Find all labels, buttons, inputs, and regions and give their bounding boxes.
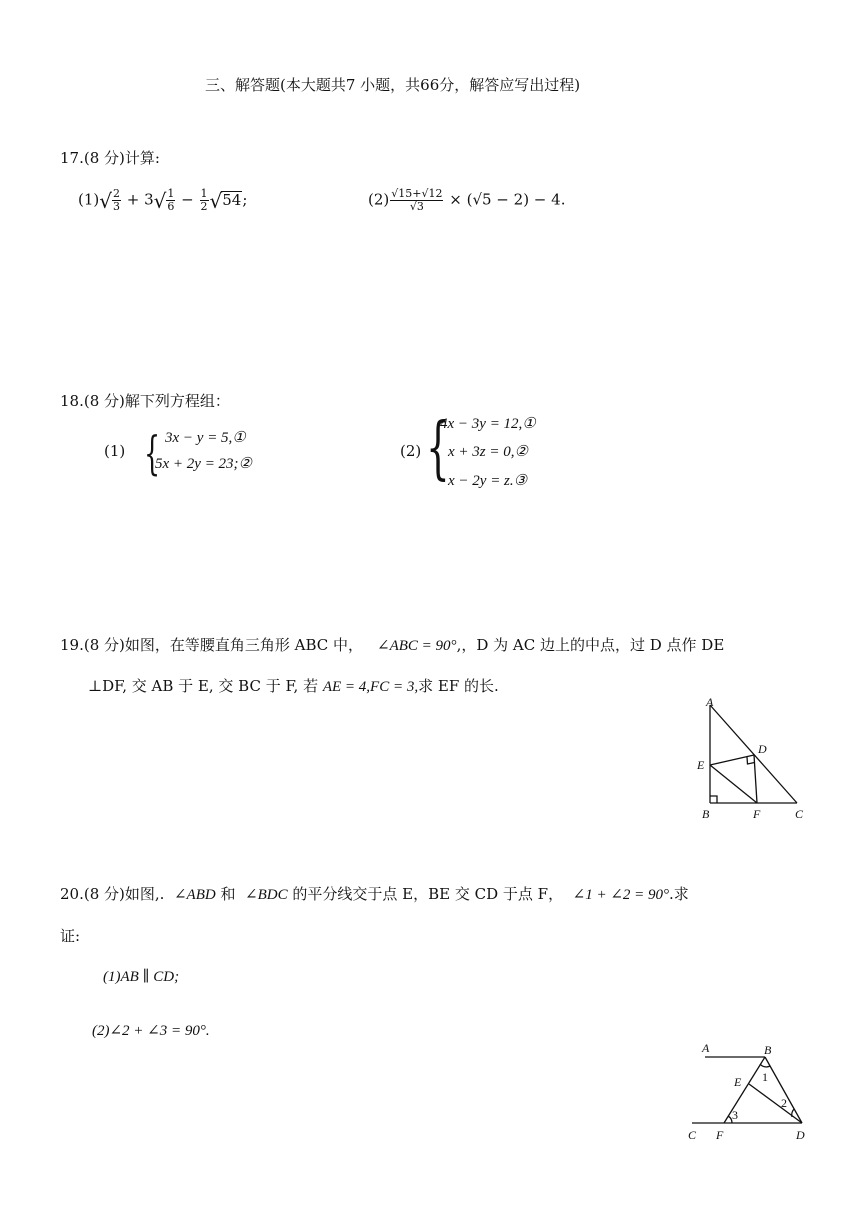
q20-part1: (1)AB ∥ CD; <box>103 969 180 985</box>
fig19-label-d: D <box>758 742 767 756</box>
q20-line1: 20.(8 分)如图,. ∠ABD 和 ∠BDC 的平分线交于点 E，BE 交 CD 于点 F， ∠1 + ∠2 = 90°.求 <box>60 885 689 903</box>
fig20-label-3: 3 <box>732 1108 738 1122</box>
q17-part2: (2) $\frac{√15+√12}{√3}$ × (√5 − 2) − 4. <box>368 187 566 213</box>
q18-p2-eq3: x − 2y = z.③ <box>448 473 528 489</box>
q18-header: 18.(8 分)解下列方程组： <box>60 392 230 410</box>
q19-line1: 19.(8 分)如图，在等腰直角三角形 ABC 中， ∠ABC = 90°,，D 为 AC 边上的中点，过 D 点作 DE <box>60 636 725 654</box>
fig19-label-a: A <box>706 695 714 709</box>
fig20-label-1: 1 <box>762 1070 768 1084</box>
q19-figure <box>690 695 815 825</box>
fig20-label-f: F <box>716 1128 724 1142</box>
q17-part1: (1)√ $\frac{2}{3}$ + 3√ $\frac{1}{6}$ − $\frac{1}{2}$ √54; <box>78 187 248 213</box>
q18-p1-brace: { <box>144 426 161 480</box>
fig19-label-f: F <box>753 807 761 821</box>
fig19-label-e: E <box>697 758 705 772</box>
fig19-label-b: B <box>702 807 710 821</box>
q20-figure <box>680 1035 815 1145</box>
q20-part2: (2)∠2 + ∠3 = 90°. <box>92 1023 210 1039</box>
fig20-label-a: A <box>702 1041 710 1055</box>
q18-p2-eq2: x + 3z = 0,② <box>448 444 528 460</box>
fig20-label-e: E <box>734 1075 742 1089</box>
fig19-label-c: C <box>795 807 804 821</box>
fig20-label-b: B <box>764 1043 772 1057</box>
fig20-label-c: C <box>688 1128 697 1142</box>
q18-p1-label: (1) <box>104 442 126 460</box>
q18-p1-eq2: 5x + 2y = 23;② <box>155 456 253 472</box>
fig20-label-2: 2 <box>781 1096 787 1110</box>
q17-header: 17.(8 分)计算: <box>60 149 160 167</box>
q20-line2: 证: <box>60 927 81 945</box>
q18-p2-eq1: 4x − 3y = 12,① <box>440 416 536 432</box>
fig20-label-d: D <box>796 1128 805 1142</box>
q18-p1-eq1: 3x − y = 5,① <box>165 430 246 446</box>
section-title: 三、解答题(本大题共7 小题，共66分，解答应写出过程) <box>205 76 581 94</box>
q19-line2: ⊥DF, 交 AB 于 E, 交 BC 于 F, 若 AE = 4,FC = 3,求 EF 的长. <box>88 677 499 695</box>
q18-p2-label: (2) <box>400 442 422 460</box>
q18-p2-brace: { <box>426 409 450 488</box>
